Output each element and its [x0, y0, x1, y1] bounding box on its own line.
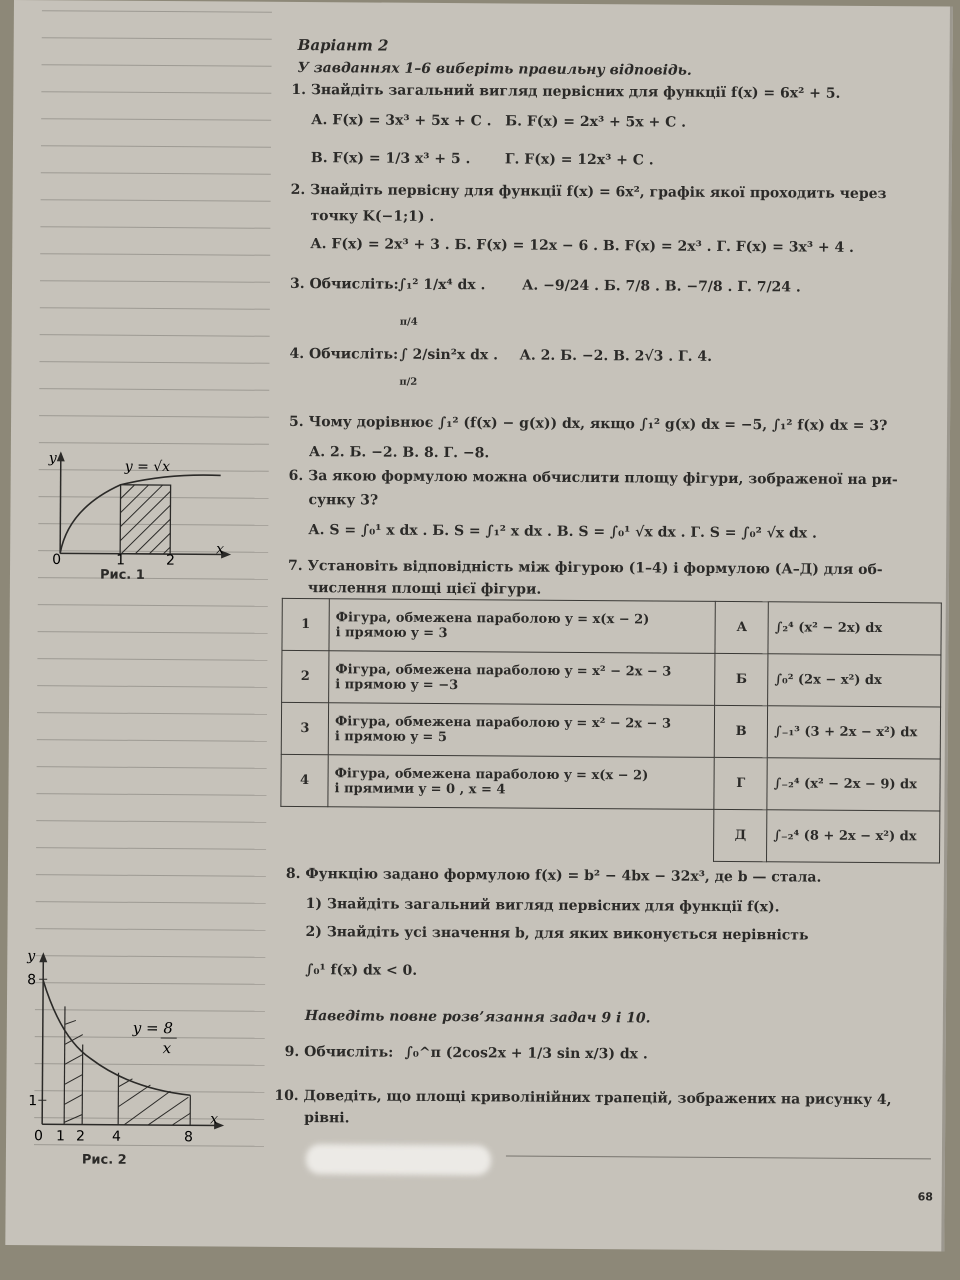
- margin-line: [36, 874, 266, 877]
- formula-cell: ∫₂⁴ (x² − 2x) dx: [768, 602, 941, 655]
- fig2-xtick-2: 2: [76, 1128, 86, 1145]
- margin-line: [40, 226, 270, 229]
- instruction-2: Наведіть повне розв’язання задач 9 і 10.: [304, 1008, 651, 1027]
- variant-title: Варіант 2: [297, 35, 389, 55]
- fig2-xtick-0: 0: [34, 1128, 44, 1145]
- figure-cell: [329, 651, 716, 706]
- margin-line: [42, 37, 272, 40]
- q7-text: 7. Установіть відповідність між фігурою (1–4) і формулою (А–Д) для об-: [287, 557, 883, 579]
- row-number: 3: [281, 702, 328, 754]
- formula-letter: Г: [714, 757, 767, 809]
- q1-answer-c: В. F(x) = 1/3 x³ + 5 .: [310, 150, 471, 168]
- formula-letter: А: [715, 601, 768, 653]
- figure-desc: Фігура, обмежена параболою y = x² − 2x − 3: [335, 661, 672, 680]
- figure-desc-2: і прямою y = −3: [335, 676, 459, 693]
- fig1-tick-1: 1: [116, 552, 126, 569]
- fig2-xtick-8: 8: [184, 1129, 194, 1146]
- row-number: [281, 806, 328, 858]
- page-number: 68: [917, 1190, 934, 1204]
- q8-part2: 2) Знайдіть усі значення b, для яких виконується нерівність: [305, 924, 809, 944]
- table-row: [281, 754, 940, 811]
- table-row: [281, 702, 940, 759]
- figure-desc-2: і прямою y = 5: [334, 728, 447, 745]
- table-row: [282, 598, 941, 655]
- q7-text2: числення площі цієї фігури.: [307, 580, 542, 598]
- fig1-func-label: y = √x: [124, 458, 171, 476]
- q3-expr: ∫₁² 1/x⁴ dx .: [397, 276, 486, 294]
- q3-answers: А. −9/24 . Б. 7/8 . В. −7/8 . Г. 7/24 .: [521, 277, 801, 296]
- row-number: 4: [281, 754, 328, 806]
- formula-letter: Б: [715, 653, 768, 705]
- q4-limit-top: π/4: [399, 316, 418, 328]
- margin-line: [41, 91, 271, 94]
- figure-cell: [328, 807, 715, 862]
- q1-text: 1. Знайдіть загальний вигляд первісних для функції f(x) = 6x² + 5.: [291, 81, 841, 102]
- instruction: У завданнях 1–6 виберіть правильну відповідь.: [297, 59, 692, 79]
- row-number: 2: [282, 650, 329, 702]
- exercise-content: [274, 30, 942, 1127]
- q6-text: 6. За якою формулою можна обчислити площу фігури, зображеної на ри-: [288, 467, 898, 489]
- fig2-ytick-8: 8: [27, 972, 37, 989]
- margin-line: [36, 928, 266, 931]
- margin-line: [38, 631, 268, 634]
- fig2-xtick-1: 1: [56, 1128, 66, 1145]
- margin-line: [36, 820, 266, 823]
- table-row: [281, 806, 940, 863]
- q1-answer-d: Г. F(x) = 12x³ + C .: [504, 151, 654, 169]
- row-number: 1: [282, 598, 329, 650]
- q2-text: 2. Знайдіть первісну для функції f(x) = 6x², графік якої проходить через: [290, 181, 887, 203]
- margin-line: [39, 415, 269, 418]
- q10-text2: рівні.: [304, 1110, 350, 1127]
- margin-line: [41, 172, 271, 175]
- q3-label: 3. Обчисліть:: [289, 275, 399, 293]
- fig2-ytick-1: 1: [28, 1093, 38, 1110]
- fig1-x-label: x: [216, 541, 225, 558]
- formula-cell: ∫₀² (2x − x²) dx: [768, 654, 941, 707]
- margin-line: [39, 361, 269, 364]
- fig2-y-label: y: [27, 948, 36, 965]
- figure-desc: Фігура, обмежена параболою y = x(x − 2): [334, 765, 649, 783]
- margin-line: [39, 388, 269, 391]
- margin-line: [42, 10, 272, 13]
- q4-answers: А. 2. Б. −2. В. 2√3 . Г. 4.: [519, 347, 713, 365]
- margin-line: [37, 766, 267, 769]
- q4-label: 4. Обчисліть:: [289, 345, 399, 363]
- margin-line: [38, 604, 268, 607]
- margin-line: [36, 847, 266, 850]
- q4-expr: ∫ 2/sin²x dx .: [399, 346, 499, 364]
- margin-line: [37, 685, 267, 688]
- answer-line: [506, 1155, 931, 1159]
- margin-line: [41, 199, 271, 202]
- margin-line: [39, 442, 269, 445]
- formula-cell: ∫₋₂⁴ (x² − 2x − 9) dx: [767, 758, 940, 811]
- q5-text: 5. Чому дорівнює ∫₁² (f(x) − g(x)) dx, якщо ∫₁² g(x) dx = −5, ∫₁² f(x) dx = 3?: [289, 413, 888, 435]
- table-row: [282, 650, 941, 707]
- q2-answers: А. F(x) = 2x³ + 3 . Б. F(x) = 12x − 6 . В. F(x) = 2x³ . Г. F(x) = 3x³ + 4 .: [310, 236, 855, 256]
- q8-part3: ∫₀¹ f(x) dx < 0.: [305, 962, 418, 979]
- q10-text: 10. Доведіть, що площі криволінійних трапецій, зображених на рисунку 4,: [274, 1087, 892, 1109]
- margin-line: [40, 253, 270, 256]
- margin-line: [37, 658, 267, 661]
- figure-desc: Фігура, обмежена параболою y = x(x − 2): [335, 609, 650, 627]
- formula-letter: В: [714, 705, 767, 757]
- margin-line: [37, 739, 267, 742]
- figure-desc-2: і прямою y = 3: [335, 624, 448, 641]
- margin-line: [36, 901, 266, 904]
- q6-text2: сунку 3?: [308, 492, 379, 509]
- q9-expr: ∫₀^π (2cos2x + 1/3 sin x/3) dx .: [404, 1044, 648, 1063]
- margin-line: [40, 334, 270, 337]
- fig2-x-label: x: [210, 1111, 219, 1128]
- figure-cell: [329, 599, 716, 654]
- fig1-y-label: y: [48, 450, 57, 467]
- margin-line: [40, 280, 270, 283]
- margin-line: [40, 307, 270, 310]
- q5-answers: А. 2. Б. −2. В. 8. Г. −8.: [308, 444, 490, 462]
- fig1-caption: Рис. 1: [99, 567, 145, 583]
- q2-text2: точку K(−1;1) .: [310, 208, 435, 225]
- fig1-tick-2: 2: [166, 552, 176, 569]
- q8-text: 8. Функцію задано формулою f(x) = b² − 4bx − 32x³, де b — стала.: [285, 865, 822, 886]
- margin-line: [42, 64, 272, 67]
- formula-letter: Д: [714, 809, 767, 861]
- formula-cell: ∫₋₂⁴ (8 + 2x − x²) dx: [767, 810, 940, 863]
- margin-line: [41, 145, 271, 148]
- workbook-page: [5, 0, 953, 1252]
- q1-answer-a: А. F(x) = 3x³ + 5x + C .: [311, 112, 492, 130]
- q1-answer-b: Б. F(x) = 2x³ + 5x + C .: [505, 113, 687, 131]
- formula-cell: ∫₋₁³ (3 + 2x − x²) dx: [767, 706, 940, 759]
- q9-label: 9. Обчисліть:: [284, 1043, 394, 1061]
- q8-part1: 1) Знайдіть загальний вигляд первісних для функції f(x).: [305, 896, 780, 916]
- margin-line: [37, 712, 267, 715]
- blurred-area: [306, 1144, 491, 1175]
- fig2-func-bot: x: [162, 1039, 172, 1058]
- q6-answers: А. S = ∫₀¹ x dx . Б. S = ∫₁² x dx . В. S = ∫₀¹ √x dx . Г. S = ∫₀² √x dx .: [308, 522, 817, 542]
- fig2-xtick-4: 4: [112, 1128, 122, 1145]
- figure-cell: [328, 703, 715, 758]
- fig2-func-top: y = 8: [132, 1018, 174, 1038]
- figure-cell: [328, 755, 715, 810]
- matching-table: [280, 598, 942, 864]
- figure-desc: Фігура, обмежена параболою y = x² − 2x − 3: [334, 713, 672, 732]
- margin-line: [41, 118, 271, 121]
- margin-line: [36, 793, 266, 796]
- figure-2: [20, 948, 231, 1149]
- figure-desc-2: і прямими y = 0 , x = 4: [334, 780, 506, 797]
- fig2-caption: Рис. 2: [81, 1152, 127, 1168]
- fig1-tick-0: 0: [52, 551, 62, 568]
- q4-limit-bottom: π/2: [399, 376, 418, 388]
